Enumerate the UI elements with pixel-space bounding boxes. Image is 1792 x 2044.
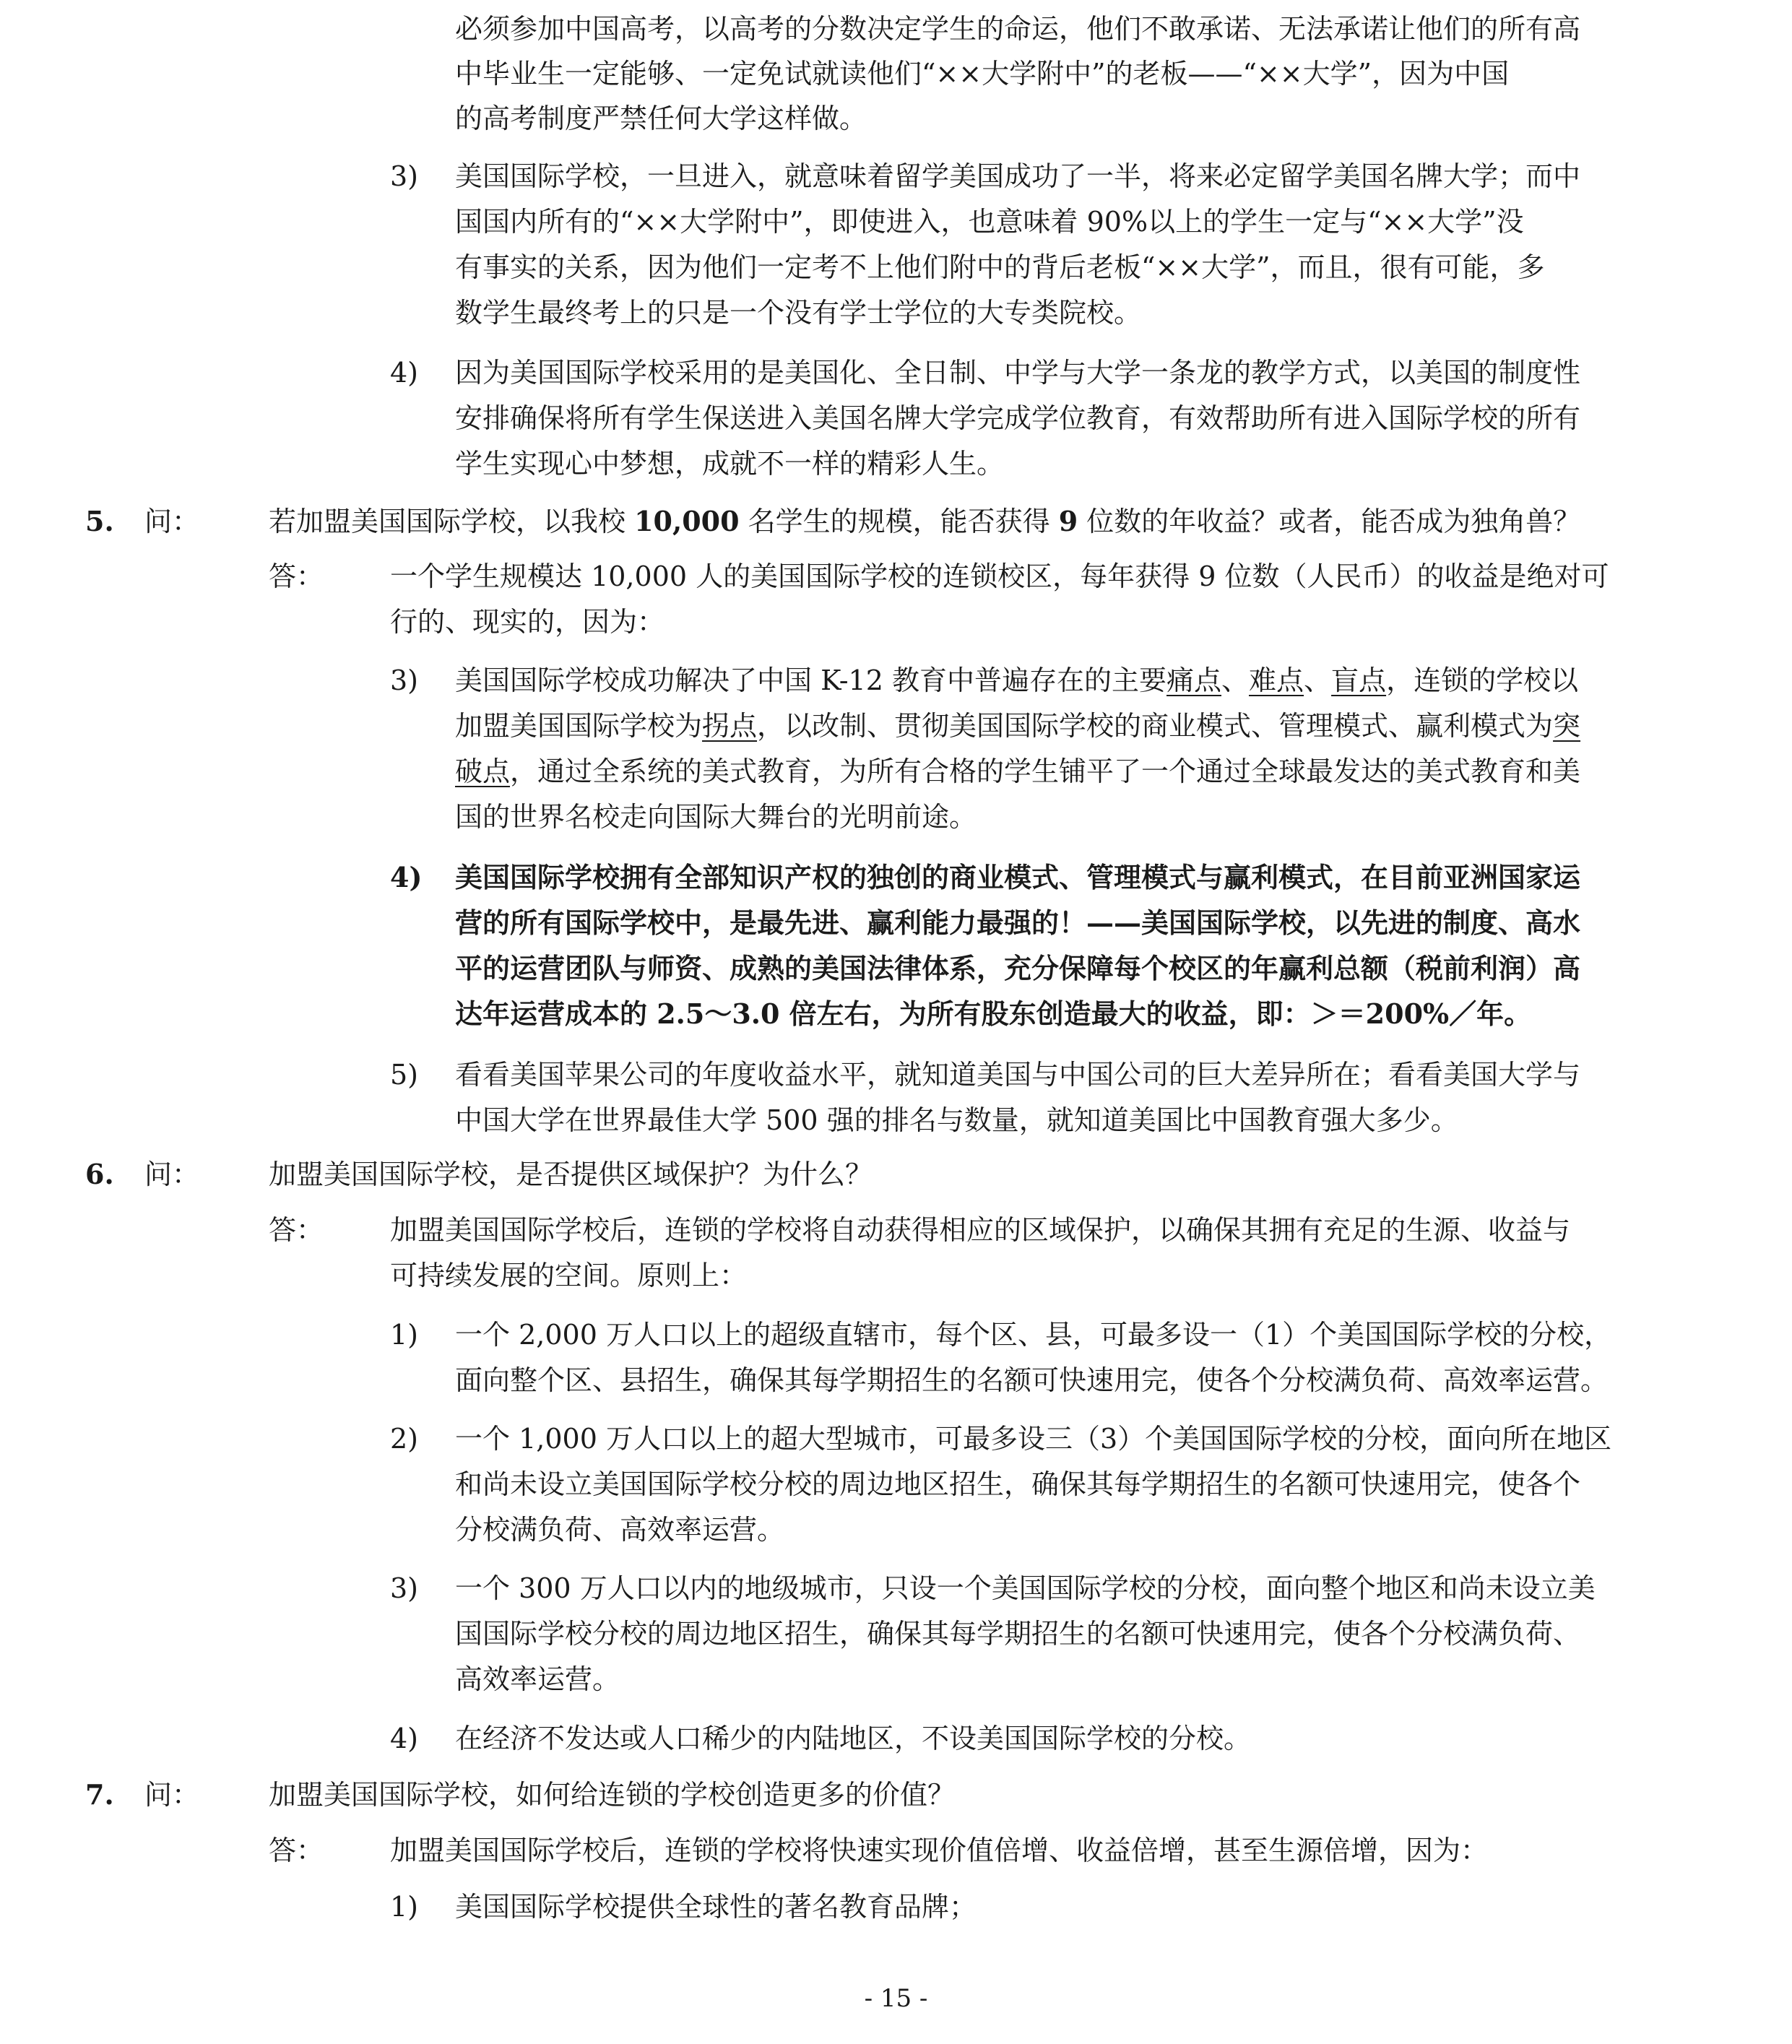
text-line: 必须参加中国高考，以高考的分数决定学生的命运，他们不敢承诺、无法承诺让他们的所有高 (455, 13, 1581, 45)
list-item-number: 2) (390, 1423, 419, 1455)
text-line: 因为美国国际学校采用的是美国化、全日制、中学与大学一条龙的教学方式，以美国的制度性 (455, 357, 1581, 389)
text-line: 美国国际学校成功解决了中国 K-12 教育中普遍存在的主要痛点、难点、盲点，连锁的学校以 (455, 664, 1579, 696)
text-line: 面向整个区、县招生，确保其每学期招生的名额可快速用完，使各个分校满负荷、高效率运营。 (455, 1364, 1609, 1396)
question-label: 问： (144, 1159, 200, 1190)
text-line: 有事实的关系，因为他们一定考不上他们附中的背后老板“××大学”，而且，很有可能，多 (455, 251, 1545, 283)
text-line: 数学生最终考上的只是一个没有学士学位的大专类院校。 (455, 297, 1142, 329)
text-line: 破点，通过全系统的美式教育，为所有合格的学生铺平了一个通过全球最发达的美式教育和美 (455, 755, 1581, 787)
text-line: 看看美国苹果公司的年度收益水平，就知道美国与中国公司的巨大差异所在；看看美国大学与 (455, 1059, 1581, 1091)
question-text: 加盟美国国际学校，是否提供区域保护？为什么？ (269, 1159, 873, 1190)
text-line: 达年运营成本的 2.5～3.0 倍左右，为所有股东创造最大的收益，即：＞＝200%／年。 (455, 997, 1532, 1030)
answer-text: 加盟美国国际学校后，连锁的学校将自动获得相应的区域保护，以确保其拥有充足的生源、收益与 (390, 1214, 1571, 1246)
question-label: 问： (144, 506, 200, 537)
list-item-number: 3) (390, 160, 419, 192)
text-line: 美国国际学校拥有全部知识产权的独创的商业模式、管理模式与赢利模式，在目前亚洲国家运 (455, 861, 1581, 893)
text-line: 一个 2,000 万人口以上的超级直辖市，每个区、县，可最多设一（1）个美国国际学校的分校， (455, 1319, 1612, 1351)
list-item-number: 5) (390, 1059, 419, 1091)
answer-text: 一个学生规模达 10,000 人的美国国际学校的连锁校区，每年获得 9 位数（人民币）的收益是绝对可 (390, 560, 1609, 592)
page-number: - 15 - (864, 1984, 928, 2013)
answer-label: 答： (269, 560, 324, 592)
text-line: 美国国际学校，一旦进入，就意味着留学美国成功了一半，将来必定留学美国名牌大学；而中 (455, 160, 1581, 192)
list-item-number: 4) (390, 357, 419, 389)
text-line: 一个 300 万人口以内的地级城市，只设一个美国国际学校的分校，面向整个地区和尚未设立美 (455, 1572, 1596, 1604)
question-number: 5. (85, 505, 114, 537)
list-item-number: 1) (390, 1891, 419, 1923)
text-line: 美国国际学校提供全球性的著名教育品牌； (455, 1891, 977, 1923)
answer-text: 可持续发展的空间。原则上： (390, 1260, 748, 1291)
text-line: 安排确保将所有学生保送进入美国名牌大学完成学位教育，有效帮助所有进入国际学校的所有 (455, 402, 1581, 434)
text-line: 营的所有国际学校中，是最先进、赢利能力最强的！——美国国际学校，以先进的制度、高水 (455, 906, 1581, 939)
text-line: 分校满负荷、高效率运营。 (455, 1514, 785, 1546)
question-number: 7. (85, 1778, 114, 1811)
list-item-number: 4) (390, 1723, 419, 1754)
text-line: 加盟美国国际学校为拐点，以改制、贯彻美国国际学校的商业模式、管理模式、赢利模式为突 (455, 710, 1581, 742)
answer-text: 加盟美国国际学校后，连锁的学校将快速实现价值倍增、收益倍增，甚至生源倍增，因为： (390, 1835, 1489, 1866)
text-line: 国国际学校分校的周边地区招生，确保其每学期招生的名额可快速用完，使各个分校满负荷、 (455, 1618, 1581, 1650)
answer-label: 答： (269, 1835, 324, 1866)
text-line: 学生实现心中梦想，成就不一样的精彩人生。 (455, 448, 1005, 480)
text-line: 平的运营团队与师资、成熟的美国法律体系，充分保障每个校区的年赢利总额（税前利润）高 (455, 952, 1581, 984)
text-line: 高效率运营。 (455, 1663, 620, 1695)
text-line: 国的世界名校走向国际大舞台的光明前途。 (455, 801, 977, 833)
text-line: 中毕业生一定能够、一定免试就读他们“××大学附中”的老板——“××大学”，因为中国 (455, 58, 1510, 90)
list-item-number: 4) (390, 861, 423, 893)
text-line: 在经济不发达或人口稀少的内陆地区，不设美国国际学校的分校。 (455, 1723, 1252, 1754)
list-item-number: 3) (390, 664, 419, 696)
text-line: 一个 1,000 万人口以上的超大型城市，可最多设三（3）个美国国际学校的分校，面向所在地区 (455, 1423, 1612, 1455)
question-text: 若加盟美国国际学校，以我校 10,000 名学生的规模，能否获得 9 位数的年收益？或者，能否成为独角兽？ (269, 505, 1581, 537)
answer-text: 行的、现实的，因为： (390, 606, 665, 638)
question-number: 6. (85, 1158, 114, 1190)
question-text: 加盟美国国际学校，如何给连锁的学校创造更多的价值？ (269, 1779, 956, 1811)
text-line: 国国内所有的“××大学附中”，即使进入，也意味着 90%以上的学生一定与“××大学”没 (455, 206, 1524, 238)
text-line: 的高考制度严禁任何大学这样做。 (455, 103, 867, 134)
question-label: 问： (144, 1779, 200, 1811)
text-line: 中国大学在世界最佳大学 500 强的排名与数量，就知道美国比中国教育强大多少。 (455, 1104, 1458, 1136)
list-item-number: 1) (390, 1319, 419, 1351)
answer-label: 答： (269, 1214, 324, 1246)
list-item-number: 3) (390, 1572, 419, 1604)
text-line: 和尚未设立美国国际学校分校的周边地区招生，确保其每学期招生的名额可快速用完，使各个 (455, 1468, 1581, 1500)
